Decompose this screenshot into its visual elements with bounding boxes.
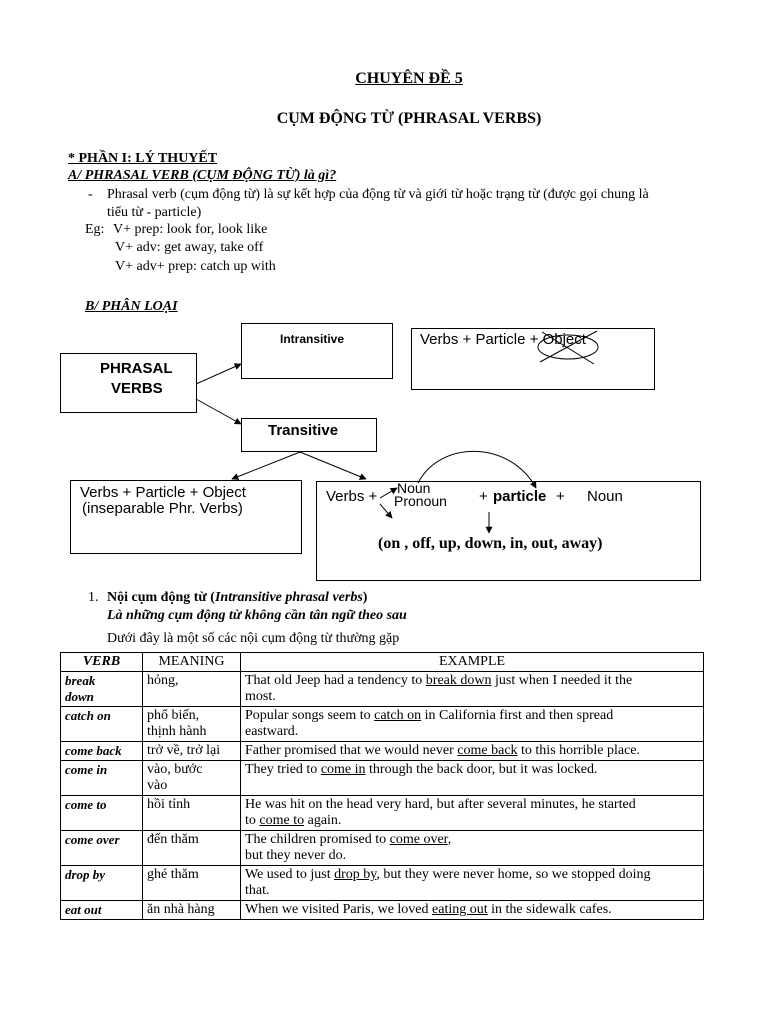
verb-cell: come to	[61, 796, 143, 831]
separable-plus-2: +	[556, 488, 565, 505]
definition-line-2: tiểu từ - particle)	[107, 205, 202, 220]
meaning-cell: phổ biến, thịnh hành	[143, 707, 241, 742]
example-cell: Popular songs seem to catch on in California first and then spread eastward.	[241, 707, 704, 742]
section-a-heading: A/ PHRASAL VERB (CỤM ĐỘNG TỪ) là gì?	[68, 168, 337, 183]
separable-plus: +	[479, 488, 488, 505]
section1-description: Là những cụm động từ không cần tân ngữ theo sau	[107, 608, 407, 623]
verb-cell: drop by	[61, 866, 143, 901]
meaning-cell: hỏng,	[143, 672, 241, 707]
table-row	[61, 742, 704, 761]
eg-line-1: V+ prep: look for, look like	[113, 222, 268, 237]
table-row	[61, 831, 704, 866]
definition-dash: -	[88, 187, 93, 202]
verb-cell: come in	[61, 761, 143, 796]
section1-number: 1.	[88, 590, 99, 605]
table-row	[61, 707, 704, 742]
section1-title	[107, 590, 367, 606]
example-cell: He was hit on the head very hard, but after several minutes, he started to come to again.	[241, 796, 704, 831]
meaning-cell: hồi tỉnh	[143, 796, 241, 831]
separable-noun: Noun	[397, 480, 431, 496]
part1-heading: * PHẦN I: LÝ THUYẾT	[68, 151, 218, 166]
transitive-label: Transitive	[268, 422, 339, 439]
example-cell: We used to just drop by, but they were never home, so we stopped doing that.	[241, 866, 704, 901]
table-row	[61, 761, 704, 796]
arrow-to-intransitive	[196, 364, 241, 384]
section1-title-italic: Intransitive phrasal verbs	[214, 590, 363, 605]
verb-cell: come over	[61, 831, 143, 866]
section1-title-bold: Nội cụm động từ (	[107, 590, 215, 605]
separable-pronoun: Pronoun	[394, 493, 447, 509]
crossed-object: Object	[542, 331, 586, 348]
intransitive-label: Intransitive	[280, 332, 345, 346]
header-verb: VERB	[61, 653, 143, 672]
section1-intro: Dưới đây là một số các nội cụm động từ thường gặp	[107, 631, 400, 646]
table-row	[61, 901, 704, 920]
definition-line-1: Phrasal verb (cụm động từ) là sự kết hợp của động từ và giới từ hoặc trạng từ (được gọi chung là	[107, 187, 649, 202]
header-meaning: MEANING	[143, 653, 241, 672]
phrasal-verbs-table	[60, 652, 704, 920]
verb-cell: break down	[61, 672, 143, 707]
inseparable-line-1: Verbs + Particle + Object	[80, 484, 246, 501]
document-title: CHUYÊN ĐỀ 5	[355, 70, 463, 87]
verb-cell: eat out	[61, 901, 143, 920]
meaning-cell: trở về, trở lại	[143, 742, 241, 761]
eg-label: Eg:	[85, 222, 105, 237]
section1-title-close: )	[362, 590, 368, 605]
phrasal-verbs-label-2: VERBS	[111, 380, 163, 397]
separable-verbs: Verbs +	[326, 488, 378, 505]
example-cell: When we visited Paris, we loved eating out in the sidewalk cafes.	[241, 901, 704, 920]
verb-cell: come back	[61, 742, 143, 761]
no-object-prefix: Verbs + Particle +	[420, 331, 543, 348]
no-object-label	[420, 331, 586, 348]
inseparable-line-2: (inseparable Phr. Verbs)	[82, 500, 243, 517]
example-cell: They tried to come in through the back door, but it was locked.	[241, 761, 704, 796]
meaning-cell: ghé thăm	[143, 866, 241, 901]
example-cell: Father promised that we would never come back to this horrible place.	[241, 742, 704, 761]
separable-noun-end: Noun	[587, 488, 623, 505]
verb-cell: catch on	[61, 707, 143, 742]
eg-line-2: V+ adv: get away, take off	[115, 240, 264, 255]
table-row	[61, 866, 704, 901]
table-header-row	[61, 653, 704, 672]
meaning-cell: vào, bước vào	[143, 761, 241, 796]
header-example: EXAMPLE	[241, 653, 704, 672]
meaning-cell: đến thăm	[143, 831, 241, 866]
separable-particle: particle	[493, 488, 547, 505]
arrow-to-inseparable	[232, 452, 300, 479]
particle-list: (on , off, up, down, in, out, away)	[378, 535, 603, 552]
section-b-heading: B/ PHÂN LOẠI	[85, 299, 178, 314]
example-cell: That old Jeep had a tendency to break down just when I needed it the most.	[241, 672, 704, 707]
table-row	[61, 796, 704, 831]
eg-line-3: V+ adv+ prep: catch up with	[115, 259, 276, 274]
phrasal-verbs-label-1: PHRASAL	[100, 360, 173, 377]
arrow-to-separable	[300, 452, 366, 479]
example-cell: The children promised to come over, but they never do.	[241, 831, 704, 866]
table-row	[61, 672, 704, 707]
meaning-cell: ăn nhà hàng	[143, 901, 241, 920]
document-subtitle: CỤM ĐỘNG TỪ (PHRASAL VERBS)	[276, 110, 542, 127]
arrow-to-transitive	[196, 399, 241, 424]
